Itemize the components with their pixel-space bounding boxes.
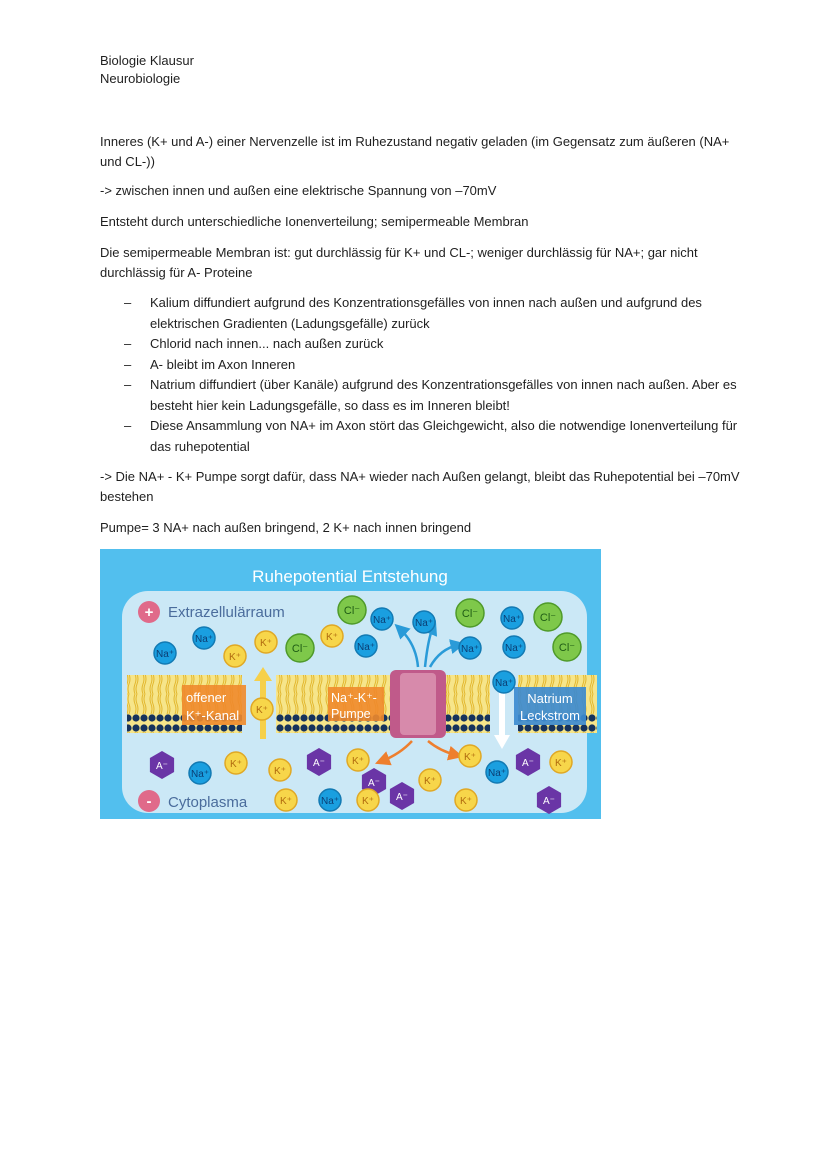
- header-topic: Neurobiologie: [100, 71, 181, 86]
- k-channel-label-line1: offener: [186, 690, 227, 705]
- chloride-ion-label: Cl⁻: [558, 642, 576, 654]
- chloride-ion-label: Cl⁻: [539, 612, 557, 624]
- list-item-text: Chlorid nach innen... nach außen zurück: [150, 336, 384, 351]
- sodium-ion-label: Na⁺: [356, 642, 376, 653]
- sodium-ion: [355, 635, 377, 657]
- ruhepotential-figure: [100, 549, 601, 819]
- list-item-text: Diese Ansammlung von NA+ im Axon stört das Gleichgewicht, also die notwendige Ionenverteilung für das ruhepotential: [150, 418, 738, 454]
- potassium-ion: [357, 789, 379, 811]
- sodium-ion: [493, 671, 515, 693]
- inside-label: Cytoplasma: [168, 794, 248, 811]
- sodium-ion: [193, 627, 215, 649]
- sodium-ion: [459, 637, 481, 659]
- potassium-ion: [459, 745, 481, 767]
- sodium-ion-label: Na⁺: [190, 769, 210, 780]
- paragraph-ionenverteilung: Entsteht durch unterschiedliche Ionenverteilung; semipermeable Membran: [100, 214, 529, 229]
- potassium-ion: [419, 769, 441, 791]
- list-item: [100, 375, 740, 416]
- sodium-ion-label: Na⁺: [494, 678, 514, 689]
- sodium-ion-label: Na⁺: [504, 643, 524, 654]
- sodium-ion: [503, 636, 525, 658]
- chloride-ion: [456, 599, 484, 627]
- pump-label-line1: Na⁺-K⁺-: [331, 691, 377, 705]
- sodium-ion: [319, 789, 341, 811]
- sodium-ion-label: Na⁺: [487, 768, 507, 779]
- bullet-marker: –: [124, 356, 132, 372]
- pump-label-line2: Pumpe: [331, 707, 371, 721]
- sodium-ion-label: Na⁺: [460, 644, 480, 655]
- potassium-ion: [255, 631, 277, 653]
- leak-label-line2: Leckstrom: [520, 708, 580, 723]
- potassium-ion-label: K⁺: [229, 652, 241, 663]
- chloride-ion-label: Cl⁻: [461, 608, 479, 620]
- chloride-ion-label: Cl⁻: [291, 643, 309, 655]
- potassium-ion: [550, 751, 572, 773]
- anion-protein-label: A⁻: [313, 758, 325, 769]
- outside-label: Extrazellulärraum: [168, 604, 285, 621]
- potassium-ion-label: K⁺: [424, 776, 436, 787]
- bullet-marker: –: [124, 377, 132, 392]
- paragraph-pumpe-bilanz: Pumpe= 3 NA+ nach außen bringend, 2 K+ nach innen bringend: [100, 520, 472, 535]
- sodium-ion-label: Na⁺: [414, 618, 434, 629]
- anion-protein-label: A⁻: [156, 761, 168, 772]
- sodium-ion-label: Na⁺: [502, 614, 522, 625]
- anion-protein-label: A⁻: [368, 778, 380, 789]
- sodium-ion-label: Na⁺: [194, 634, 214, 645]
- document-page: [100, 52, 740, 538]
- bullet-marker: –: [124, 295, 132, 310]
- sodium-ion: [413, 611, 435, 633]
- ruhepotential-diagram: [100, 549, 601, 819]
- list-item: [100, 334, 740, 355]
- sodium-ion-label: Na⁺: [320, 796, 340, 807]
- paragraph-membran: Die semipermeable Membran ist: gut durchlässig für K+ und CL-; weniger durchlässig für NA+; gar nicht durchlässig für A- Proteine: [100, 245, 698, 280]
- paragraph-spannung: -> zwischen innen und außen eine elektrische Spannung von –70mV: [100, 183, 497, 198]
- list-item: [100, 293, 740, 334]
- sodium-ion: [189, 762, 211, 784]
- k-channel-label-line2: K⁺-Kanal: [186, 708, 240, 723]
- leak-label-line1: Natrium: [527, 691, 573, 706]
- pump-protein-core: [400, 673, 436, 735]
- potassium-ion-label: K⁺: [352, 756, 364, 767]
- potassium-ion-label: K⁺: [326, 632, 338, 643]
- potassium-ion-label: K⁺: [274, 766, 286, 777]
- chloride-ion: [286, 634, 314, 662]
- potassium-ion-label: K⁺: [362, 796, 374, 807]
- potassium-ion-label: K⁺: [280, 796, 292, 807]
- list-item: [100, 355, 740, 376]
- potassium-ion-label: K⁺: [555, 758, 567, 769]
- figure-title: Ruhepotential Entstehung: [252, 567, 448, 586]
- document-header: [100, 52, 740, 88]
- potassium-ion-label: K⁺: [464, 752, 476, 763]
- paragraph-pumpe: -> Die NA+ - K+ Pumpe sorgt dafür, dass NA+ wieder nach Außen gelangt, bleibt das Ruhepotential bei –70mV bestehen: [100, 469, 740, 504]
- sodium-ion: [486, 761, 508, 783]
- potassium-ion: [225, 752, 247, 774]
- header-subject: Biologie Klausur: [100, 53, 194, 68]
- bullet-list: [100, 293, 740, 457]
- potassium-ion-label: K⁺: [260, 638, 272, 649]
- potassium-ion-label: K⁺: [230, 759, 242, 770]
- sodium-ion: [501, 607, 523, 629]
- inside-sign: -: [146, 793, 152, 810]
- potassium-ion: [347, 749, 369, 771]
- potassium-ion: [269, 759, 291, 781]
- sodium-ion: [371, 608, 393, 630]
- potassium-ion-label: K⁺: [460, 796, 472, 807]
- outside-sign: +: [144, 604, 154, 621]
- anion-protein-label: A⁻: [543, 796, 555, 807]
- chloride-ion-label: Cl⁻: [343, 605, 361, 617]
- sodium-ion-label: Na⁺: [155, 649, 175, 660]
- list-item-text: Kalium diffundiert aufgrund des Konzentrationsgefälles von innen nach außen und aufgrund des elektrischen Gradienten (Ladungsgefälle) zurück: [150, 295, 702, 331]
- paragraph-inneres: Inneres (K+ und A-) einer Nervenzelle ist im Ruhezustand negativ geladen (im Gegensatz zum äußeren (NA+ und CL-)): [100, 134, 730, 169]
- list-item-text: Natrium diffundiert (über Kanäle) aufgrund des Konzentrationsgefälles von innen nach außen. Aber es besteht hier kein Ladungsgefälle, so dass es im Inneren bleibt!: [150, 377, 737, 413]
- list-item: [100, 416, 740, 457]
- potassium-ion: [275, 789, 297, 811]
- potassium-ion: [224, 645, 246, 667]
- chloride-ion: [338, 596, 366, 624]
- list-item-text: A- bleibt im Axon Inneren: [150, 356, 296, 372]
- bullet-marker: –: [124, 418, 132, 433]
- chloride-ion: [534, 603, 562, 631]
- sodium-ion-label: Na⁺: [372, 615, 392, 626]
- potassium-ion: [455, 789, 477, 811]
- anion-protein-label: A⁻: [522, 758, 534, 769]
- anion-protein-label: A⁻: [396, 792, 408, 803]
- potassium-ion: [321, 625, 343, 647]
- potassium-ion-label: K⁺: [256, 705, 268, 716]
- potassium-ion: [251, 698, 273, 720]
- sodium-ion: [154, 642, 176, 664]
- chloride-ion: [553, 633, 581, 661]
- bullet-marker: –: [124, 336, 132, 351]
